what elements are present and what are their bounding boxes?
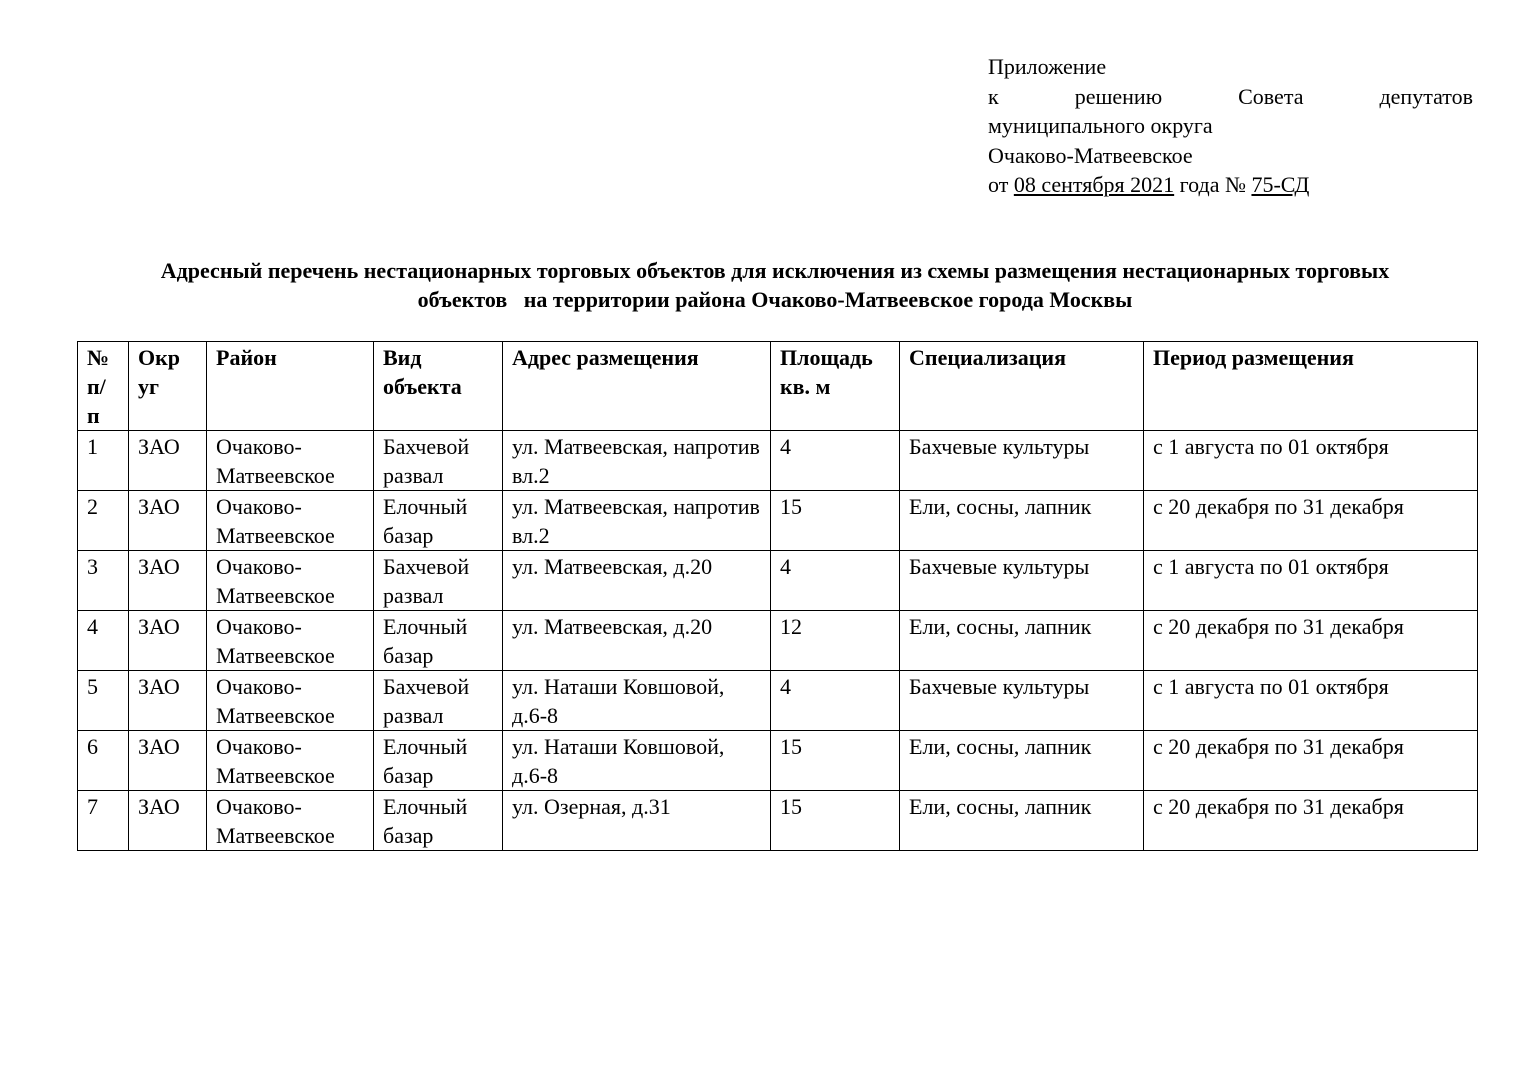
cell-address: ул. Озерная, д.31 — [503, 791, 771, 851]
cell-area: 15 — [771, 731, 900, 791]
appendix-district: Очаково-Матвеевское — [988, 142, 1193, 168]
appendix-block — [988, 52, 1473, 200]
cell-object-type: Бахчевой развал — [374, 551, 503, 611]
cell-period: с 20 декабря по 31 декабря — [1144, 611, 1478, 671]
cell-number: 1 — [78, 431, 129, 491]
cell-number: 6 — [78, 731, 129, 791]
cell-area: 4 — [771, 551, 900, 611]
table-row — [78, 731, 1478, 791]
cell-object-type: Елочный базар — [374, 491, 503, 551]
header-area: Площадь кв. м — [771, 342, 900, 431]
appendix-word: Совета — [1238, 83, 1304, 109]
cell-specialization: Бахчевые культуры — [900, 551, 1144, 611]
appendix-date-mid: года № — [1174, 172, 1252, 197]
title-line-1: Адресный перечень нестационарных торговых объектов для исключения из схемы размещения нестационарных торговых — [160, 258, 1390, 283]
cell-object-type: Бахчевой развал — [374, 671, 503, 731]
cell-period: с 20 декабря по 31 декабря — [1144, 491, 1478, 551]
cell-district: Очаково-Матвеевское — [207, 491, 374, 551]
cell-district: Очаково-Матвеевское — [207, 551, 374, 611]
table-row — [78, 791, 1478, 851]
objects-table — [77, 341, 1478, 851]
cell-specialization: Ели, сосны, лапник — [900, 611, 1144, 671]
cell-district: Очаково-Матвеевское — [207, 611, 374, 671]
cell-okrug: ЗАО — [129, 791, 207, 851]
cell-object-type: Елочный базар — [374, 731, 503, 791]
table-row — [78, 671, 1478, 731]
table-row — [78, 431, 1478, 491]
document-title — [40, 256, 1510, 314]
appendix-heading: Приложение — [988, 54, 1107, 79]
appendix-decision-line — [988, 82, 1473, 112]
cell-period: с 20 декабря по 31 декабря — [1144, 791, 1478, 851]
header-object-type: Вид объекта — [374, 342, 503, 431]
cell-object-type: Елочный базар — [374, 611, 503, 671]
table-header-row — [78, 342, 1478, 431]
cell-area: 15 — [771, 491, 900, 551]
cell-okrug: ЗАО — [129, 611, 207, 671]
header-address: Адрес размещения — [503, 342, 771, 431]
table-row — [78, 491, 1478, 551]
cell-specialization: Ели, сосны, лапник — [900, 491, 1144, 551]
cell-address: ул. Матвеевская, напротив вл.2 — [503, 431, 771, 491]
appendix-word: депутатов — [1379, 83, 1473, 109]
header-number: № п/ п — [78, 342, 129, 431]
cell-object-type: Бахчевой развал — [374, 431, 503, 491]
table-row — [78, 611, 1478, 671]
cell-address: ул. Наташи Ковшовой, д.6-8 — [503, 671, 771, 731]
cell-okrug: ЗАО — [129, 671, 207, 731]
cell-area: 4 — [771, 431, 900, 491]
cell-period: с 1 августа по 01 октября — [1144, 551, 1478, 611]
cell-address: ул. Матвеевская, д.20 — [503, 611, 771, 671]
appendix-municipality: муниципального округа — [988, 113, 1213, 138]
cell-area: 4 — [771, 671, 900, 731]
header-specialization: Специализация — [900, 342, 1144, 431]
cell-okrug: ЗАО — [129, 491, 207, 551]
cell-area: 12 — [771, 611, 900, 671]
cell-specialization: Бахчевые культуры — [900, 431, 1144, 491]
cell-district: Очаково-Матвеевское — [207, 731, 374, 791]
decision-date: 08 сентября 2021 — [1013, 172, 1175, 197]
cell-number: 3 — [78, 551, 129, 611]
cell-area: 15 — [771, 791, 900, 851]
cell-specialization: Ели, сосны, лапник — [900, 731, 1144, 791]
cell-number: 7 — [78, 791, 129, 851]
table-row — [78, 551, 1478, 611]
cell-address: ул. Наташи Ковшовой, д.6-8 — [503, 731, 771, 791]
cell-district: Очаково-Матвеевское — [207, 431, 374, 491]
cell-address: ул. Матвеевская, д.20 — [503, 551, 771, 611]
title-line-2: объектов на территории района Очаково-Матвеевское города Москвы — [417, 287, 1133, 312]
appendix-word: к — [988, 83, 999, 109]
cell-period: с 20 декабря по 31 декабря — [1144, 731, 1478, 791]
cell-number: 2 — [78, 491, 129, 551]
appendix-date-prefix: от — [988, 172, 1014, 197]
appendix-date-line — [988, 170, 1473, 200]
cell-district: Очаково-Матвеевское — [207, 671, 374, 731]
cell-district: Очаково-Матвеевское — [207, 791, 374, 851]
header-okrug: Окр уг — [129, 342, 207, 431]
cell-period: с 1 августа по 01 октября — [1144, 671, 1478, 731]
appendix-word: решению — [1074, 83, 1163, 109]
header-period: Период размещения — [1144, 342, 1478, 431]
cell-object-type: Елочный базар — [374, 791, 503, 851]
cell-specialization: Ели, сосны, лапник — [900, 791, 1144, 851]
cell-specialization: Бахчевые культуры — [900, 671, 1144, 731]
cell-number: 5 — [78, 671, 129, 731]
cell-okrug: ЗАО — [129, 551, 207, 611]
cell-okrug: ЗАО — [129, 431, 207, 491]
cell-address: ул. Матвеевская, напротив вл.2 — [503, 491, 771, 551]
cell-okrug: ЗАО — [129, 731, 207, 791]
header-district: Район — [207, 342, 374, 431]
cell-period: с 1 августа по 01 октября — [1144, 431, 1478, 491]
cell-number: 4 — [78, 611, 129, 671]
decision-number: 75-СД — [1251, 172, 1310, 197]
